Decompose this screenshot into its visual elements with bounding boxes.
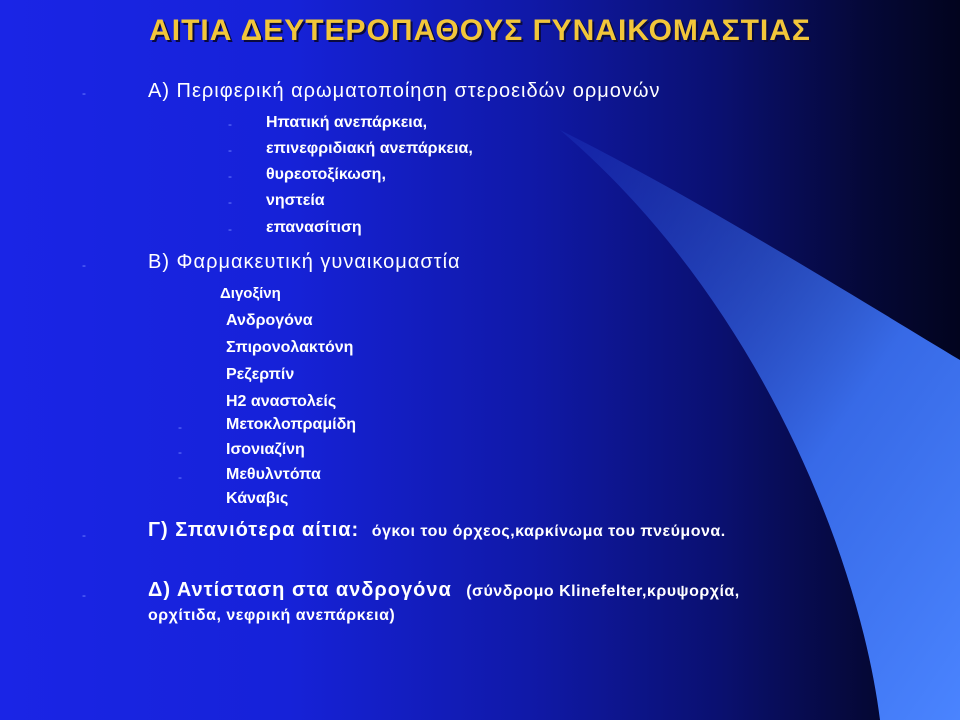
bullet: - <box>228 169 232 183</box>
section-b-item: Μεθυλντόπα <box>226 466 321 483</box>
bullet: - <box>228 143 232 157</box>
section-a-item: θυρεοτοξίκωση, <box>266 166 386 183</box>
section-b-item: Σπιρονολακτόνη <box>226 339 354 356</box>
section-a-item: επινεφριδιακή ανεπάρκεια, <box>266 140 473 157</box>
section-b-item: Ρεζερπίν <box>226 366 295 383</box>
section-c-heading: Γ) Σπανιότερα αίτια: <box>148 519 360 541</box>
section-c-line <box>148 519 726 542</box>
bullet: - <box>82 528 86 542</box>
section-a-item: Ηπατική ανεπάρκεια, <box>266 114 428 131</box>
section-a-item: νηστεία <box>266 192 325 209</box>
bullet: - <box>82 86 86 100</box>
section-b-item: Η2 αναστολείς <box>226 393 337 410</box>
section-d-detail-cont: ορχίτιδα, νεφρική ανεπάρκεια) <box>148 607 396 624</box>
bullet: - <box>82 258 86 272</box>
bullet: - <box>228 117 232 131</box>
section-d-line <box>148 579 740 602</box>
section-b-item: Διγοξίνη <box>220 285 281 302</box>
section-b-item: Μετοκλοπραμίδη <box>226 416 357 433</box>
section-b-item: Ισονιαζίνη <box>226 441 305 458</box>
bullet: - <box>178 445 182 459</box>
section-d-detail: (σύνδρομο Klinefelter,κρυψορχία, <box>466 583 740 600</box>
section-b-heading: Β) Φαρμακευτική γυναικομαστία <box>148 251 461 273</box>
slide-title: ΑΙΤΙΑ ΔΕΥΤΕΡΟΠΑΘΟΥΣ ΓΥΝΑΙΚΟΜΑΣΤΙΑΣ <box>149 14 811 47</box>
bullet: - <box>228 195 232 209</box>
bullet: - <box>82 588 86 602</box>
section-d-heading: Δ) Αντίσταση στα ανδρογόνα <box>148 579 452 601</box>
bullet: - <box>178 420 182 434</box>
section-b-item: Κάναβις <box>226 490 289 507</box>
bullet: - <box>228 222 232 236</box>
section-b-item: Ανδρογόνα <box>226 312 313 329</box>
section-c-detail: όγκοι του όρχεος,καρκίνωμα του πνεύμονα. <box>371 523 726 540</box>
section-a-item: επανασίτιση <box>266 219 362 236</box>
section-a-heading: Α) Περιφερική αρωματοποίηση στεροειδών ορμονών <box>148 80 661 102</box>
bullet: - <box>178 470 182 484</box>
